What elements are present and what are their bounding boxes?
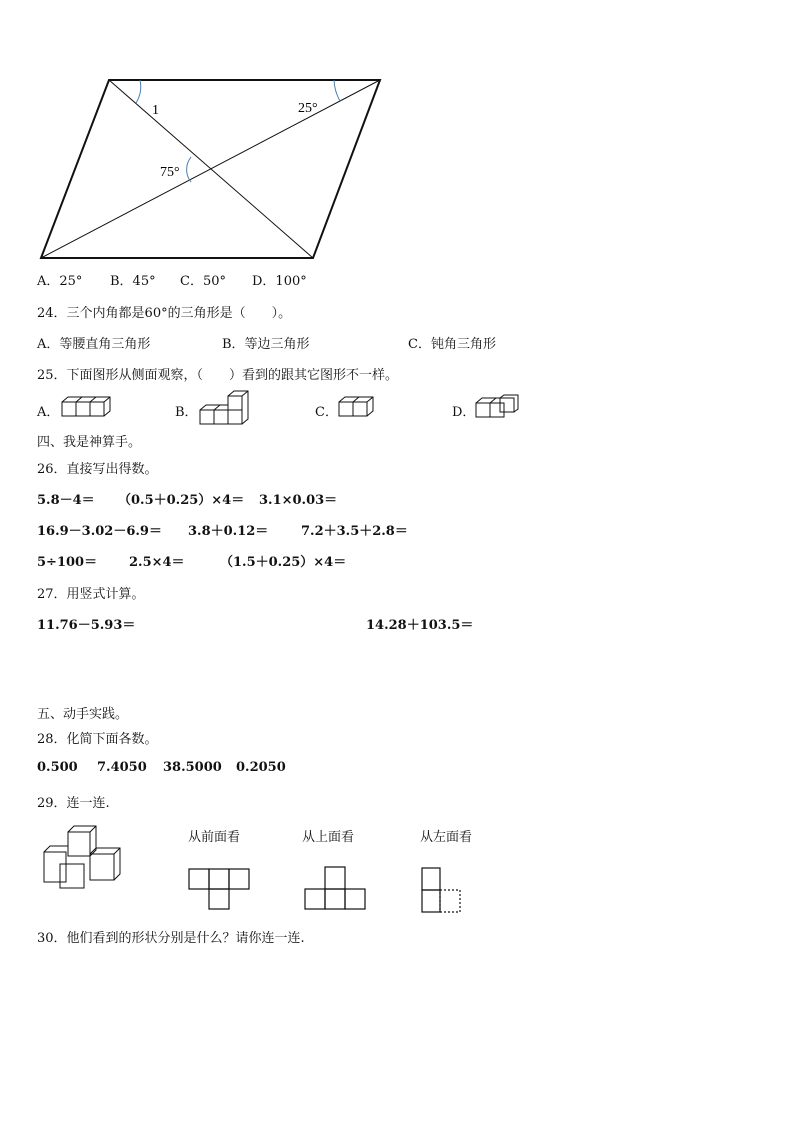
view-label-top: 从上面看 bbox=[302, 830, 355, 845]
q25-option-a-label: A． bbox=[37, 405, 60, 420]
angle-label-1: 1 bbox=[152, 103, 159, 118]
diagonal-2 bbox=[41, 80, 380, 258]
angle-arc-75 bbox=[187, 157, 191, 182]
q23-option-c: C．50° bbox=[180, 274, 226, 289]
q24-option-b: B．等边三角形 bbox=[222, 337, 310, 352]
q23-option-a: A．25° bbox=[37, 274, 83, 289]
angle-arc-25 bbox=[334, 80, 340, 101]
q26-r2-c2: 3.8＋0.12＝ bbox=[188, 524, 269, 539]
q28-item-1: 0.500 bbox=[37, 760, 78, 775]
stacked-cubes-figure bbox=[42, 824, 124, 892]
q26-r1-c2: （0.5＋0.25）×4＝ bbox=[118, 493, 245, 508]
q27-item-2: 14.28＋103.5＝ bbox=[366, 618, 474, 633]
section-4-title: 四、我是神算手。 bbox=[37, 435, 142, 450]
q24-option-c: C．钝角三角形 bbox=[408, 337, 496, 352]
q28-item-3: 38.5000 bbox=[163, 760, 222, 775]
q23-option-b: B．45° bbox=[110, 274, 156, 289]
view-label-left: 从左面看 bbox=[420, 830, 473, 845]
q25-option-c-label: C． bbox=[315, 405, 338, 420]
q25-option-d-label: D． bbox=[452, 405, 476, 420]
q26-r2-c3: 7.2＋3.5＋2.8＝ bbox=[301, 524, 408, 539]
q26-r3-c2: 2.5×4＝ bbox=[129, 555, 185, 570]
view-label-front: 从前面看 bbox=[188, 830, 241, 845]
q26-r1-c3: 3.1×0.03＝ bbox=[259, 493, 338, 508]
q26-r1-c1: 5.8－4＝ bbox=[37, 493, 95, 508]
q25-question: 25．下面图形从侧面观察，（ ）看到的跟其它图形不一样。 bbox=[37, 368, 399, 383]
q26-r3-c3: （1.5＋0.25）×4＝ bbox=[220, 555, 347, 570]
q25-option-b-label: B． bbox=[175, 405, 198, 420]
section-5-title: 五、动手实践。 bbox=[37, 707, 129, 722]
q30-question: 30．他们看到的形状分别是什么？请你连一连. bbox=[37, 931, 305, 946]
cube-figure-a bbox=[60, 394, 112, 418]
left-view-figure bbox=[420, 866, 464, 914]
q28-item-4: 0.2050 bbox=[236, 760, 286, 775]
q27-question: 27．用竖式计算。 bbox=[37, 587, 145, 602]
q26-r2-c1: 16.9－3.02－6.9＝ bbox=[37, 524, 162, 539]
cube-figure-c bbox=[337, 394, 381, 418]
q23-option-d: D．100° bbox=[252, 274, 307, 289]
q26-r3-c1: 5÷100＝ bbox=[37, 555, 98, 570]
q24-option-a: A．等腰直角三角形 bbox=[37, 337, 151, 352]
angle-label-75: 75° bbox=[160, 165, 180, 180]
top-view-figure bbox=[304, 866, 366, 912]
angle-label-25: 25° bbox=[298, 101, 318, 116]
angle-arc-1 bbox=[136, 80, 141, 103]
q26-question: 26．直接写出得数。 bbox=[37, 462, 158, 477]
q24-question: 24．三个内角都是60°的三角形是（ ）。 bbox=[37, 306, 292, 321]
cube-figure-b bbox=[198, 390, 250, 426]
q29-question: 29．连一连. bbox=[37, 796, 110, 811]
parallelogram-figure bbox=[36, 72, 388, 264]
cube-figure-d bbox=[474, 394, 520, 420]
q27-item-1: 11.76－5.93＝ bbox=[37, 618, 136, 633]
front-view-figure bbox=[188, 868, 250, 912]
q28-item-2: 7.4050 bbox=[97, 760, 147, 775]
q28-question: 28．化简下面各数。 bbox=[37, 732, 158, 747]
